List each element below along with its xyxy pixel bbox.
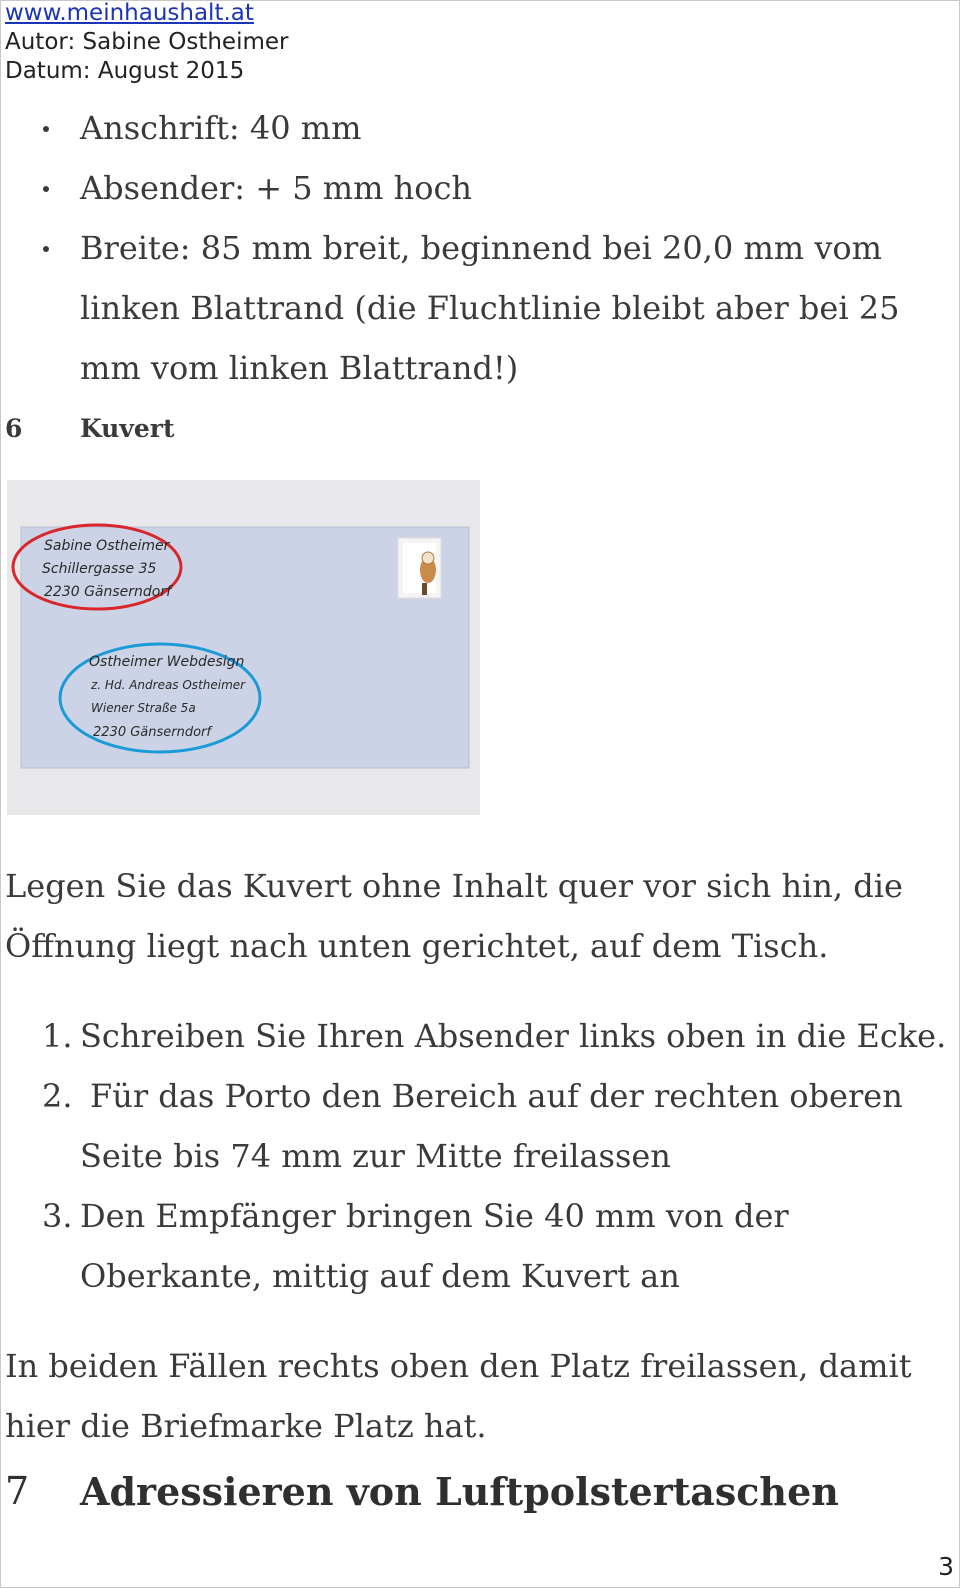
- sender-line: Schillergasse 35: [42, 561, 157, 577]
- bullet-icon: [43, 246, 49, 252]
- note-paragraph: In beiden Fällen rechts oben den Platz freilassen, damit hier die Briefmarke Platz hat.: [5, 1347, 912, 1445]
- recipient-line: Ostheimer Webdesign: [89, 654, 245, 670]
- sender-line: 2230 Gänserndorf: [44, 584, 172, 600]
- list-item: Absender: + 5 mm hoch: [0, 158, 960, 218]
- stamp-icon: [398, 538, 441, 598]
- list-item: 3. Den Empfänger bringen Sie 40 mm von der Oberkante, mittig auf dem Kuvert an: [42, 1197, 789, 1295]
- recipient-line: Wiener Straße 5a: [91, 701, 196, 715]
- recipient-line: 2230 Gänserndorf: [93, 725, 211, 740]
- section-7-title: Adressieren von Luftpolstertaschen: [80, 1469, 839, 1514]
- bullet-icon: [43, 126, 49, 132]
- list-item: 2. Für das Porto den Bereich auf der rechten oberen Seite bis 74 mm zur Mitte freilassen: [42, 1077, 903, 1175]
- date-line: Datum: August 2015: [5, 58, 245, 84]
- section-7-number: 7: [5, 1469, 30, 1513]
- measurement-list: [0, 98, 960, 398]
- page-number: 3: [938, 1552, 954, 1581]
- list-item: 1. Schreiben Sie Ihren Absender links oben in die Ecke.: [42, 1017, 947, 1055]
- bullet-icon: [43, 186, 49, 192]
- website-link[interactable]: www.meinhaushalt.at: [5, 0, 254, 26]
- intro-paragraph: Legen Sie das Kuvert ohne Inhalt quer vor sich hin, die Öffnung liegt nach unten gerichtet, auf dem Tisch.: [5, 867, 903, 965]
- recipient-line: z. Hd. Andreas Ostheimer: [91, 678, 246, 692]
- list-item: Anschrift: 40 mm: [0, 98, 960, 158]
- section-6-title: Kuvert: [80, 414, 175, 443]
- steps-list: [0, 1006, 960, 1306]
- section-6-number: 6: [5, 414, 23, 443]
- envelope-photo: [7, 480, 480, 815]
- author-line: Autor: Sabine Ostheimer: [5, 29, 289, 55]
- sender-line: Sabine Ostheimer: [44, 538, 170, 554]
- list-item: Breite: 85 mm breit, beginnend bei 20,0 mm vom linken Blattrand (die Fluchtlinie bleibt aber bei 25 mm vom linken Blattrand!): [0, 218, 960, 398]
